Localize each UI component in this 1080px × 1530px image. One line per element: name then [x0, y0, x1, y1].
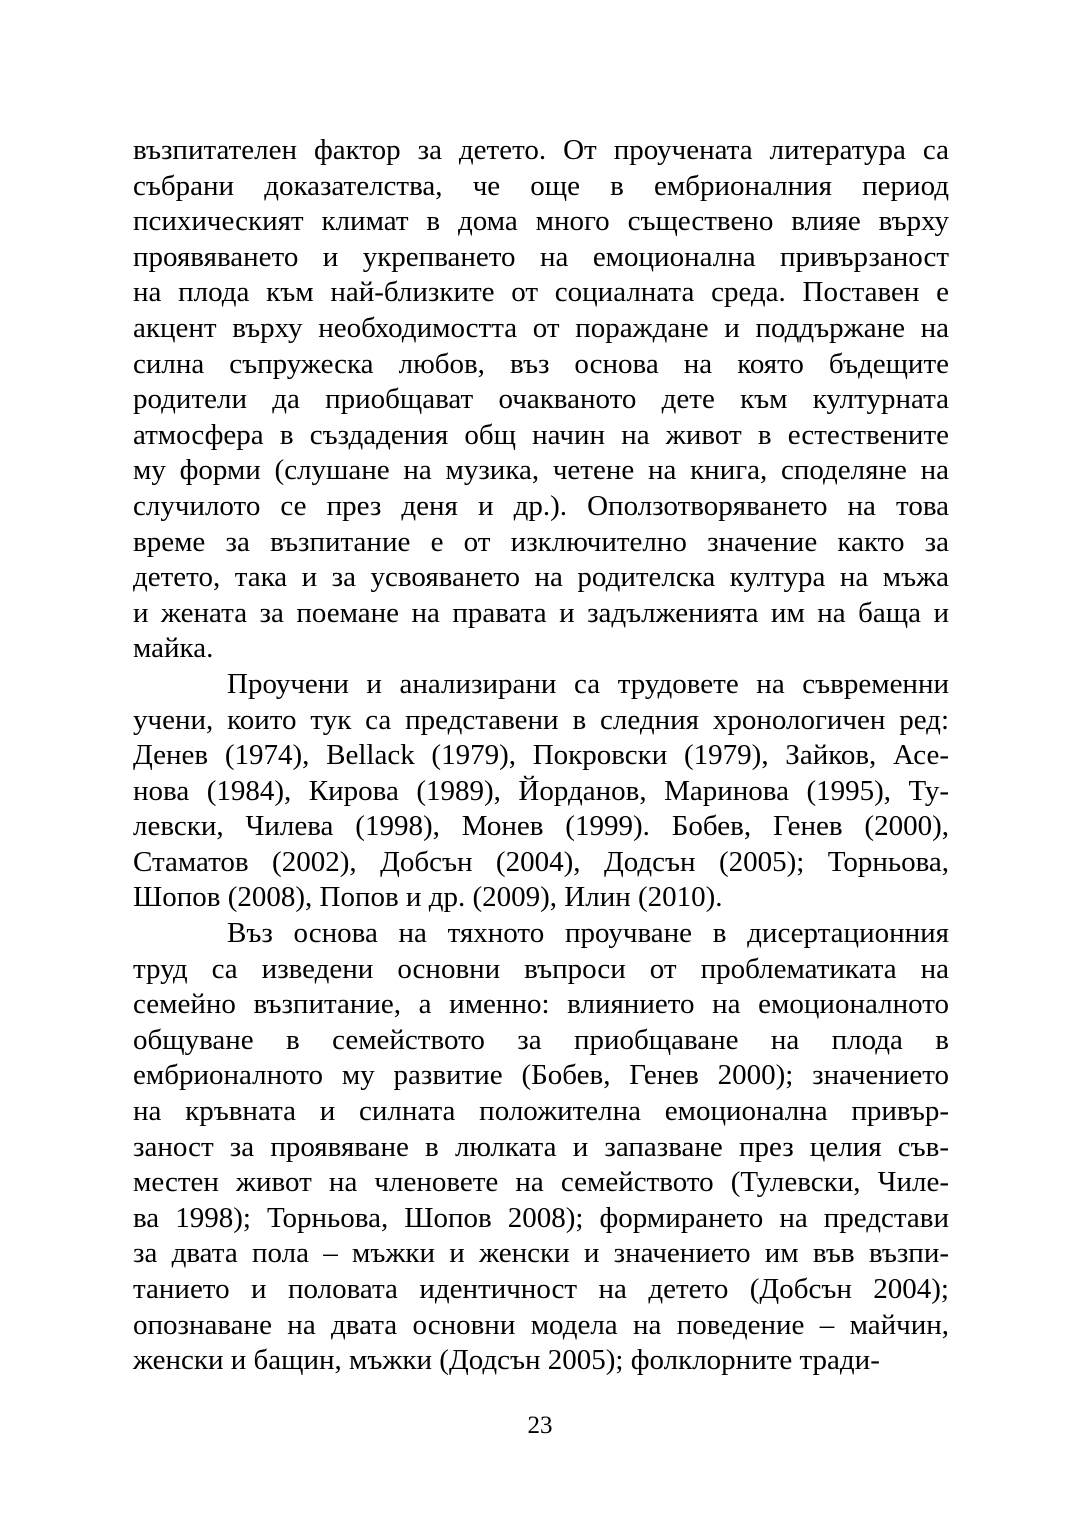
text-line: на кръвната и силната положителна емоционална привър- — [133, 1095, 949, 1128]
text-line: танието и половата идентичност на детето (Добсън 2004); — [133, 1273, 949, 1305]
text-line: на плода към най-близките от социалната среда. Поставен е — [133, 276, 949, 309]
text-line: събрани доказателства, че още в ембрионалния период — [133, 169, 949, 202]
text-line: силна съпружеска любов, въз основа на която бъдещите — [133, 347, 949, 380]
text-line: родители да приобщават очакваното дете към културната — [133, 383, 949, 416]
text-line: Стаматов (2002), Добсън (2004), Додсън (2005); Торньова, — [133, 845, 949, 878]
text-line: Шопов (2008), Попов и др. (2009), Илин (2010). — [133, 881, 723, 914]
text-line: за двата пола – мъжки и женски и значението им във възпи- — [133, 1237, 949, 1270]
text-line: акцент върху необходимостта от пораждане и поддържане на — [133, 311, 949, 344]
text-line: труд са изведени основни въпроси от проблематиката на — [133, 952, 949, 985]
text-line: Денев (1974), Bellack (1979), Покровски (1979), Зайков, Асе- — [133, 739, 949, 772]
text-line: ва 1998); Торньова, Шопов 2008); формирането на представи — [133, 1201, 949, 1234]
text-line: ембрионалното му развитие (Бобев, Генев 2000); значението — [133, 1059, 949, 1092]
text-line: местен живот на членовете на семейството (Тулевски, Чиле- — [133, 1166, 949, 1199]
text-line: случилото се през деня и др.). Оползотворяването на това — [133, 489, 949, 522]
text-line: семейно възпитание, а именно: влиянието на емоционалното — [133, 988, 949, 1021]
text-line: заност за проявяване в люлката и запазване през целия съв- — [133, 1130, 949, 1163]
text-line: детето, така и за усвояването на родителска култура на мъжа — [133, 561, 949, 594]
text-line: женски и бащин, мъжки (Додсън 2005); фолклорните тради- — [133, 1344, 880, 1377]
text-line: му форми (слушане на музика, четене на книга, споделяне на — [133, 454, 949, 487]
paragraph — [133, 133, 949, 667]
text-line: общуване в семейството за приобщаване на плода в — [133, 1023, 949, 1056]
text-line: Въз основа на тяхното проучване в дисертационния — [227, 917, 949, 950]
paragraph — [133, 667, 949, 916]
text-line: левски, Чилева (1998), Монев (1999). Бобев, Генев (2000), — [133, 810, 949, 843]
paragraph — [133, 916, 949, 1379]
text-line: време за възпитание е от изключително значение както за — [133, 525, 949, 558]
text-line: учени, които тук са представени в следния хронологичен ред: — [133, 703, 949, 736]
text-line: опознаване на двата основни модела на поведение – майчин, — [133, 1308, 949, 1341]
text-line: проявяването и укрепването на емоционална привързаност — [133, 240, 949, 273]
text-line: майка. — [133, 632, 214, 665]
body-text — [133, 133, 949, 1379]
text-line: възпитателен фактор за детето. От проучената литература са — [133, 134, 949, 166]
text-line: и жената за поемане на правата и задълженията им на баща и — [133, 596, 949, 629]
text-line: нова (1984), Кирова (1989), Йорданов, Маринова (1995), Ту- — [133, 774, 949, 807]
text-line: Проучени и анализирани са трудовете на съвременни — [227, 667, 949, 700]
text-line: атмосфера в създадения общ начин на живот в естествените — [133, 418, 949, 451]
text-line: психическият климат в дома много съществено влияе върху — [133, 205, 949, 238]
page-number: 23 — [527, 1412, 553, 1439]
